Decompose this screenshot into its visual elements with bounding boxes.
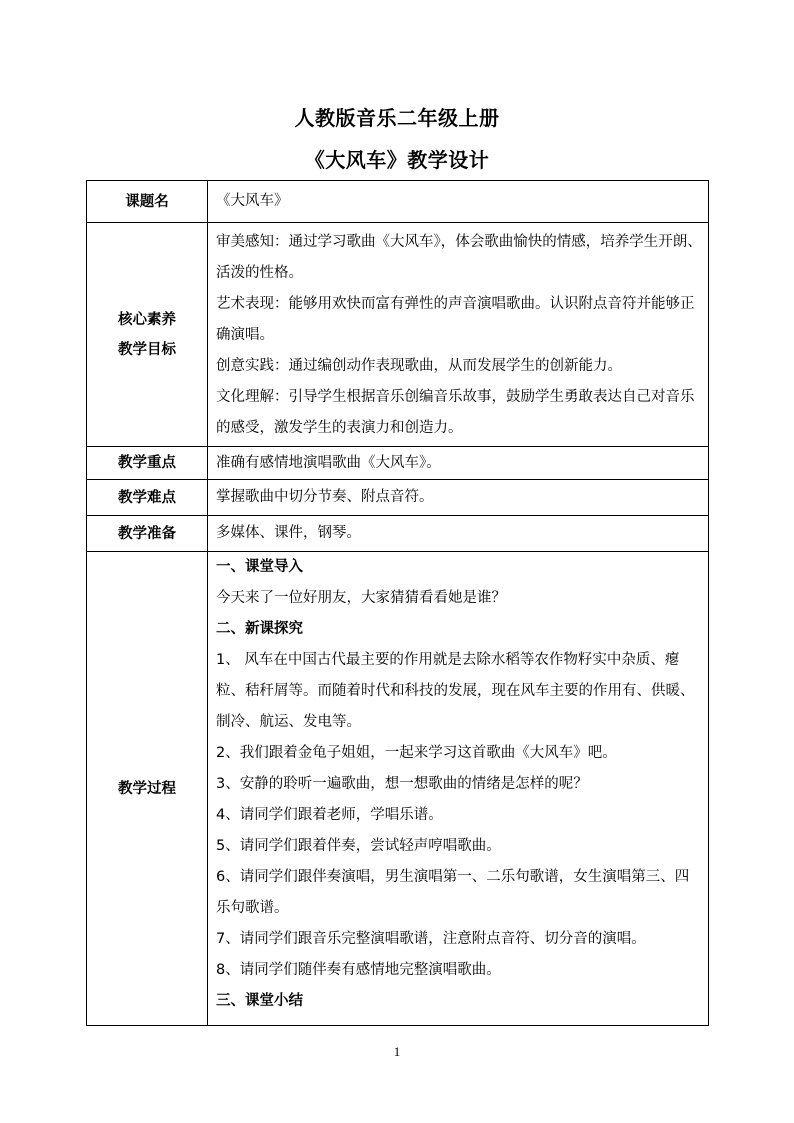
row-preparation: [87, 516, 709, 552]
goal-cultural: 文化理解：引导学生根据音乐创编音乐故事，鼓励学生勇敢表达自己对音乐的感受，激发学生的表演力和创造力。: [216, 389, 695, 436]
row-difficulty: [87, 480, 709, 516]
process-content: [208, 552, 709, 1026]
goals-label-line1: 核心素养: [118, 311, 176, 328]
process-step: 2、我们跟着金龟子姐姐，一起来学习这首歌曲《大风车》吧。: [216, 745, 617, 761]
process-step: 1、 风车在中国古代最主要的作用就是去除水稻等农作物籽实中杂质、瘪粒、秸秆屑等。而随着时代和科技的发展，现在风车主要的作用有、供暖、制冷、航运、发电等。: [216, 652, 695, 730]
goals-label: [87, 223, 208, 447]
process-step: 4、请同学们跟着老师，学唱乐谱。: [216, 807, 443, 823]
process-step: 3、安静的聆听一遍歌曲，想一想歌曲的情绪是怎样的呢？: [216, 776, 588, 792]
goals-label-line2: 教学目标: [118, 341, 176, 358]
preparation-label: 教学准备: [87, 516, 208, 552]
row-goals: [87, 223, 709, 447]
row-focus: [87, 447, 709, 480]
goal-creative: 创意实践：通过编创动作表现歌曲，从而发展学生的创新能力。: [216, 358, 622, 374]
section-summary-title: 三、课堂小结: [216, 993, 303, 1009]
row-process: [87, 552, 709, 1026]
page-number: 1: [393, 1044, 401, 1059]
process-step: 6、请同学们跟伴奏演唱，男生演唱第一、二乐句歌谱，女生演唱第三、四乐句歌谱。: [216, 869, 690, 916]
process-step: 8、请同学们随伴奏有感情地完整演唱歌曲。: [216, 962, 501, 978]
row-topic: [87, 181, 709, 223]
process-step: 5、请同学们跟着伴奏，尝试轻声哼唱歌曲。: [216, 838, 501, 854]
preparation-value: 多媒体、课件，钢琴。: [208, 516, 709, 552]
document-subtitle: 《大风车》教学设计: [304, 148, 490, 172]
topic-label: 课题名: [87, 181, 208, 223]
section-intro-text: 今天来了一位好朋友，大家猜猜看看她是谁？: [216, 590, 506, 606]
lesson-plan-table: [86, 180, 709, 1026]
difficulty-value: 掌握歌曲中切分节奏、附点音符。: [208, 480, 709, 516]
difficulty-label: 教学难点: [87, 480, 208, 516]
focus-value: 准确有感情地演唱歌曲《大风车》。: [208, 447, 709, 480]
document-title: 人教版音乐二年级上册: [294, 106, 500, 130]
section-intro-title: 一、课堂导入: [216, 559, 303, 575]
goals-content: [208, 223, 709, 447]
goal-aesthetic: 审美感知：通过学习歌曲《大风车》，体会歌曲愉快的情感，培养学生开朗、活泼的性格。: [216, 234, 702, 281]
section-explore-title: 二、新课探究: [216, 621, 303, 637]
focus-label: 教学重点: [87, 447, 208, 480]
goal-artistic: 艺术表现：能够用欢快而富有弹性的声音演唱歌曲。认识附点音符并能够正确演唱。: [216, 296, 695, 343]
process-label: 教学过程: [87, 552, 208, 1026]
process-step: 7、请同学们跟音乐完整演唱歌谱，注意附点音符、切分音的演唱。: [216, 931, 646, 947]
topic-value: 《大风车》: [208, 181, 709, 223]
